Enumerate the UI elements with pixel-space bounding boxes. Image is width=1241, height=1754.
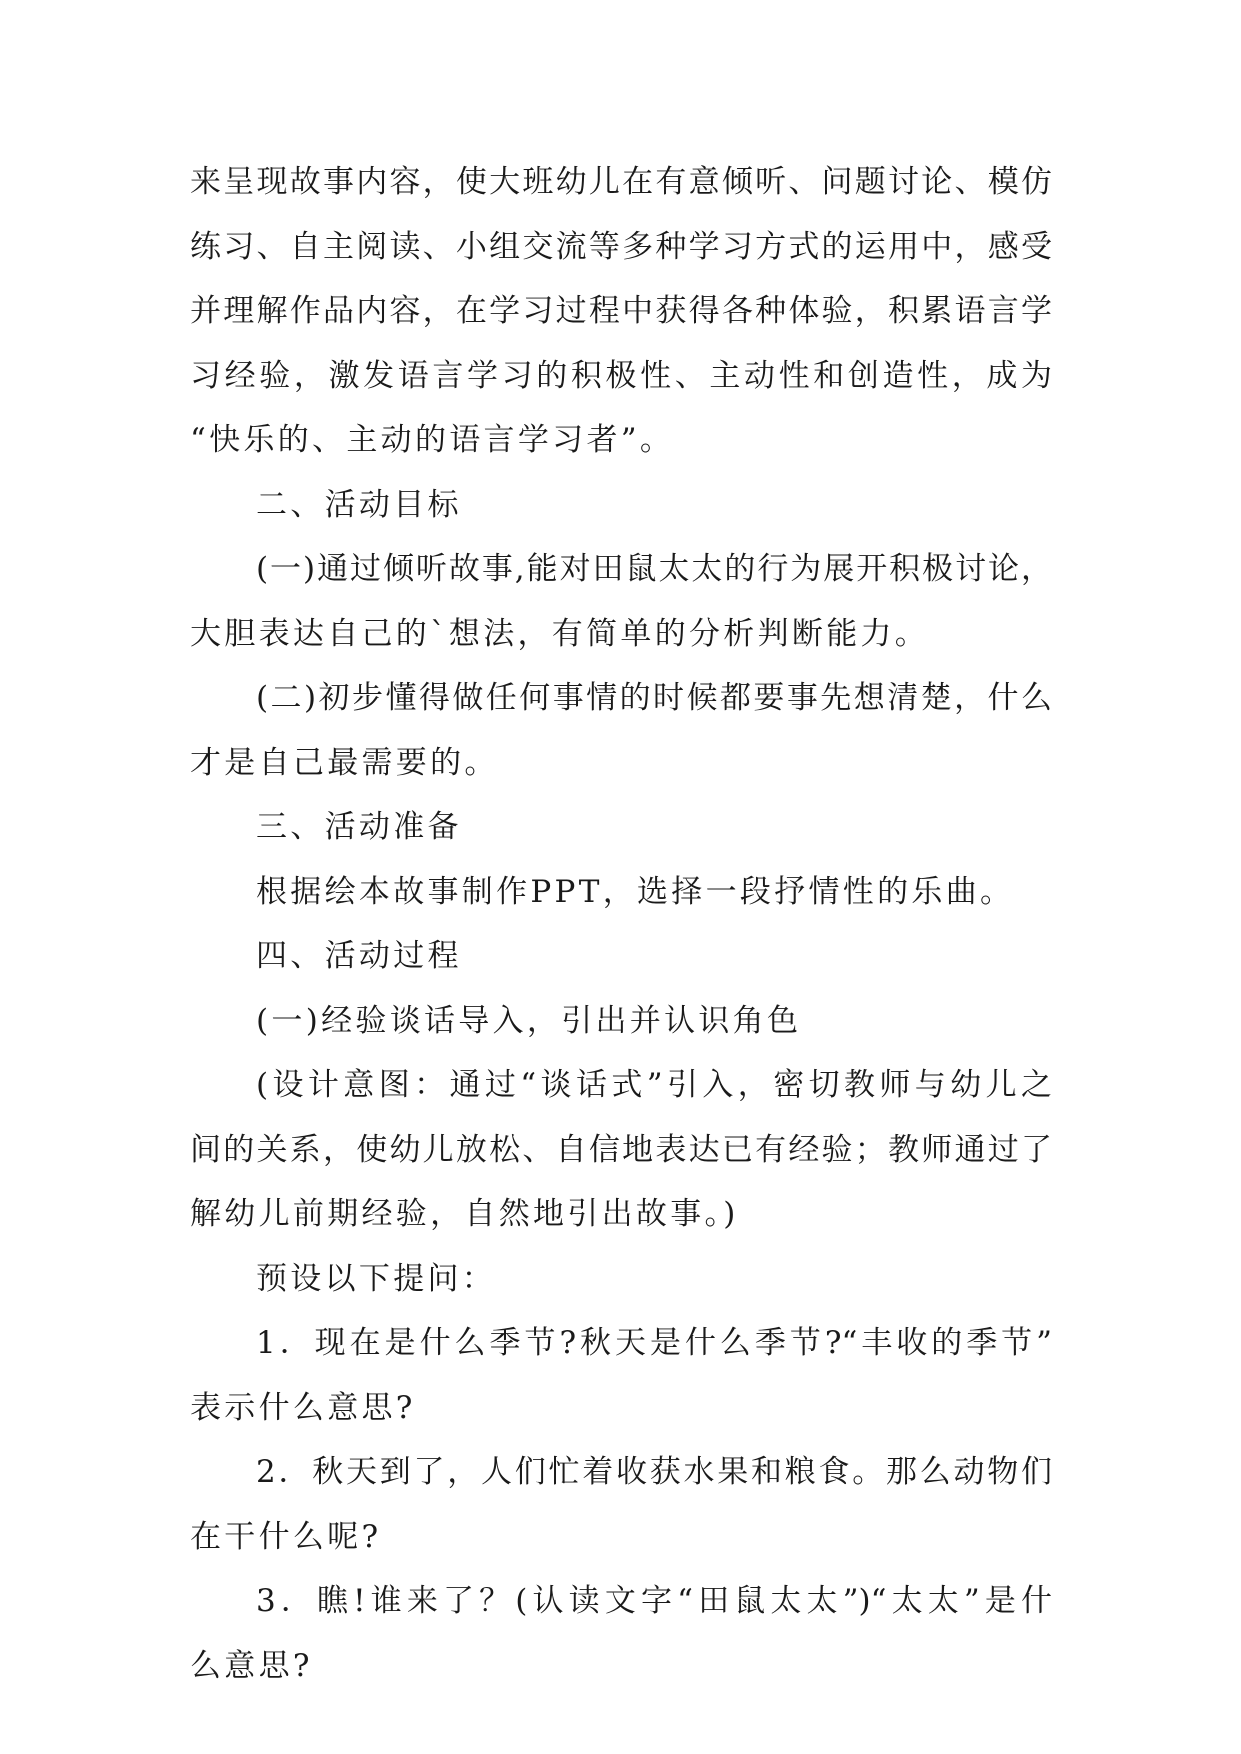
section-heading: 三、活动准备 bbox=[256, 809, 462, 845]
paragraph-line: 根据绘本故事制作PPT，选择一段抒情性的乐曲。 bbox=[256, 873, 1015, 910]
paragraph-line: 练习、自主阅读、小组交流等多种学习方式的运用中，感受 bbox=[190, 228, 1052, 265]
paragraph-line: (设计意图：通过“谈话式”引入，密切教师与幼儿之 bbox=[256, 1067, 1052, 1103]
paragraph-line: 解幼儿前期经验，自然地引出故事。) bbox=[190, 1196, 739, 1232]
paragraph-line: 预设以下提问： bbox=[256, 1260, 497, 1297]
paragraph-line: (一)通过倾听故事,能对田鼠太太的行为展开积极讨论， bbox=[256, 551, 1052, 587]
list-item: 3．瞧!谁来了？(认读文字“田鼠太太”)“太太”是什 bbox=[256, 1583, 1052, 1619]
section-heading: 四、活动过程 bbox=[256, 938, 462, 974]
paragraph-line: 间的关系，使幼儿放松、自信地表达已有经验；教师通过了 bbox=[190, 1131, 1052, 1168]
paragraph-line: 来呈现故事内容，使大班幼儿在有意倾听、问题讨论、模仿 bbox=[190, 164, 1052, 200]
paragraph-line: “快乐的、主动的语言学习者”。 bbox=[190, 422, 675, 458]
paragraph-line: (二)初步懂得做任何事情的时候都要事先想清楚，什么 bbox=[256, 680, 1052, 716]
paragraph-line: 才是自己最需要的。 bbox=[190, 744, 499, 781]
list-item-continuation: 在干什么呢? bbox=[190, 1518, 382, 1555]
paragraph-line: 大胆表达自己的`想法，有简单的分析判断能力。 bbox=[190, 615, 930, 652]
list-item-continuation: 么意思? bbox=[190, 1647, 313, 1684]
subsection-heading: (一)经验谈话导入，引出并认识角色 bbox=[256, 1002, 802, 1039]
paragraph-line: 并理解作品内容，在学习过程中获得各种体验，积累语言学 bbox=[190, 293, 1052, 329]
list-item: 1．现在是什么季节?秋天是什么季节?“丰收的季节” bbox=[256, 1325, 1052, 1361]
paragraph-line: 习经验，激发语言学习的积极性、主动性和创造性，成为 bbox=[190, 357, 1052, 394]
section-heading: 二、活动目标 bbox=[256, 486, 462, 523]
list-item: 2．秋天到了，人们忙着收获水果和粮食。那么动物们 bbox=[256, 1454, 1052, 1490]
list-item-continuation: 表示什么意思? bbox=[190, 1389, 416, 1426]
document-body bbox=[190, 150, 1052, 1698]
